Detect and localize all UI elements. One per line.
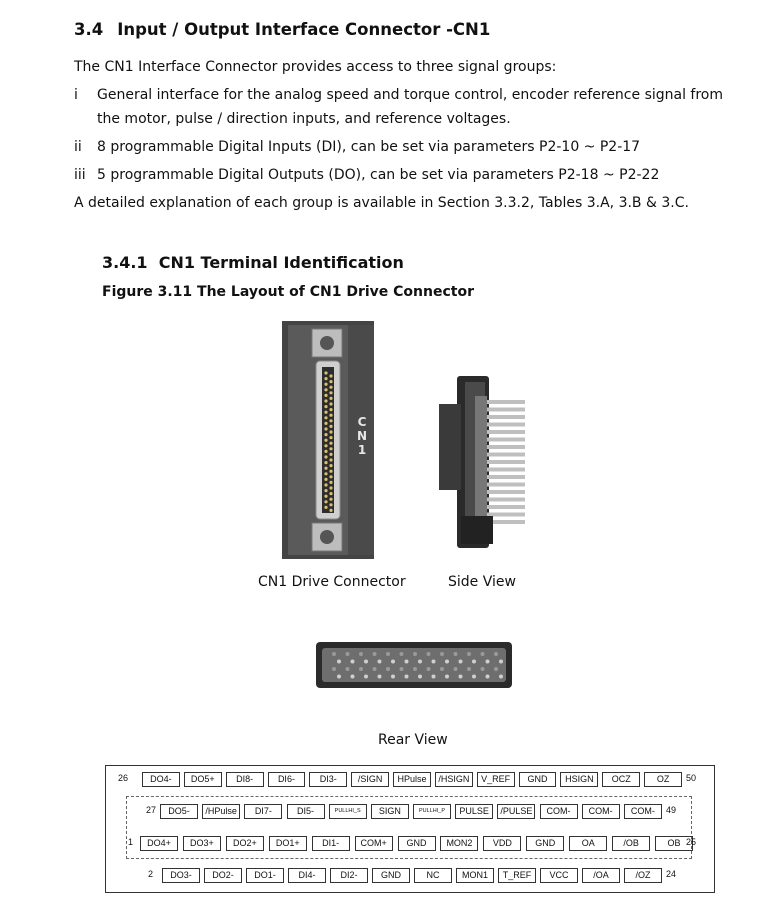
pin-cell: OB [655,836,693,851]
pin-cell: DI2- [330,868,368,883]
pin-cell: COM+ [355,836,393,851]
pin-cell: PULLHI_S [329,804,367,819]
pin-row-left-number: 1 [128,837,134,847]
pin-cell: MON2 [440,836,478,851]
pin-cell: VCC [540,868,578,883]
pin-cell: V_REF [477,772,515,787]
pin-cell: OCZ [602,772,640,787]
pin-row-left-number: 27 [146,805,157,815]
pin-cell: SIGN [371,804,409,819]
list-marker-2: ii [74,139,82,155]
pin-row-right-number: 50 [686,773,697,783]
pin-row-right-number: 25 [686,837,697,847]
pin-cell: MON1 [456,868,494,883]
section-heading [74,20,490,39]
rear-caption: Rear View [378,732,448,748]
list-marker-3: iii [74,167,86,183]
pin-cell: NC [414,868,452,883]
list-item-3: 5 programmable Digital Outputs (DO), can be set via parameters P2-18 ~ P2-22 [97,167,660,183]
subsection-heading [102,253,404,272]
pin-cell: T_REF [498,868,536,883]
pin-cell: PULSE [455,804,493,819]
pin-cell: VDD [483,836,521,851]
pin-cell: DI5- [287,804,325,819]
pin-cell: DI4- [288,868,326,883]
pin-cell: /HPulse [202,804,240,819]
pin-row-left-number: 2 [148,869,154,879]
pin-cell: COM- [582,804,620,819]
pin-cell: GND [398,836,436,851]
pin-cell: COM- [624,804,662,819]
drive-connector-image [282,321,374,559]
pin-cell: DI3- [309,772,347,787]
section-number: 3.4 [74,20,104,39]
pin-cell: /HSIGN [435,772,473,787]
subsection-title: CN1 Terminal Identification [158,253,404,272]
pin-cell: DO1- [246,868,284,883]
pin-cell: GND [372,868,410,883]
pin-cell: DI1- [312,836,350,851]
pin-cell: /PULSE [497,804,535,819]
pin-cell: DI7- [244,804,282,819]
intro-text: The CN1 Interface Connector provides access to three signal groups: [74,59,557,75]
pin-cell: DO5+ [184,772,222,787]
list-marker-1: i [74,87,78,103]
pin-cell: HSIGN [560,772,598,787]
pin-cell: DO4+ [140,836,178,851]
pin-cell: DI6- [268,772,306,787]
pin-cell: DO5- [160,804,198,819]
pin-cell: DO2- [204,868,242,883]
side-view-image [437,376,529,548]
pin-cell: GND [519,772,557,787]
section-title: Input / Output Interface Connector -CN1 [117,20,491,39]
detail-text: A detailed explanation of each group is available in Section 3.3.2, Tables 3.A, 3.B & 3.C. [74,195,689,211]
figure-caption: Figure 3.11 The Layout of CN1 Drive Connector [102,284,474,300]
pin-cell: DO4- [142,772,180,787]
pin-cell: HPulse [393,772,431,787]
pin-cell: /OZ [624,868,662,883]
pin-cell: PULLHI_P [413,804,451,819]
rear-view-image [316,640,512,690]
drive-caption: CN1 Drive Connector [258,574,406,590]
pin-cell: /OB [612,836,650,851]
list-item-2: 8 programmable Digital Inputs (DI), can be set via parameters P2-10 ~ P2-17 [97,139,641,155]
pin-cell: /OA [582,868,620,883]
pin-row-right-number: 49 [666,805,677,815]
pin-cell: GND [526,836,564,851]
pin-cell: DI8- [226,772,264,787]
side-caption: Side View [448,574,516,590]
pin-cell: OZ [644,772,682,787]
connector-label: CN1 [356,415,368,457]
subsection-number: 3.4.1 [102,253,148,272]
pin-layout-table [105,765,715,893]
pin-cell: /SIGN [351,772,389,787]
pin-cell: DO1+ [269,836,307,851]
pin-cell: OA [569,836,607,851]
pin-cell: DO2+ [226,836,264,851]
pin-row-left-number: 26 [118,773,129,783]
list-item-1-line-1: General interface for the analog speed and torque control, encoder reference signal from [97,87,724,103]
list-item-1-line-2: the motor, pulse / direction inputs, and reference voltages. [97,111,511,127]
pin-cell: DO3- [162,868,200,883]
pin-row-right-number: 24 [666,869,677,879]
pin-cell: COM- [540,804,578,819]
pin-cell: DO3+ [183,836,221,851]
